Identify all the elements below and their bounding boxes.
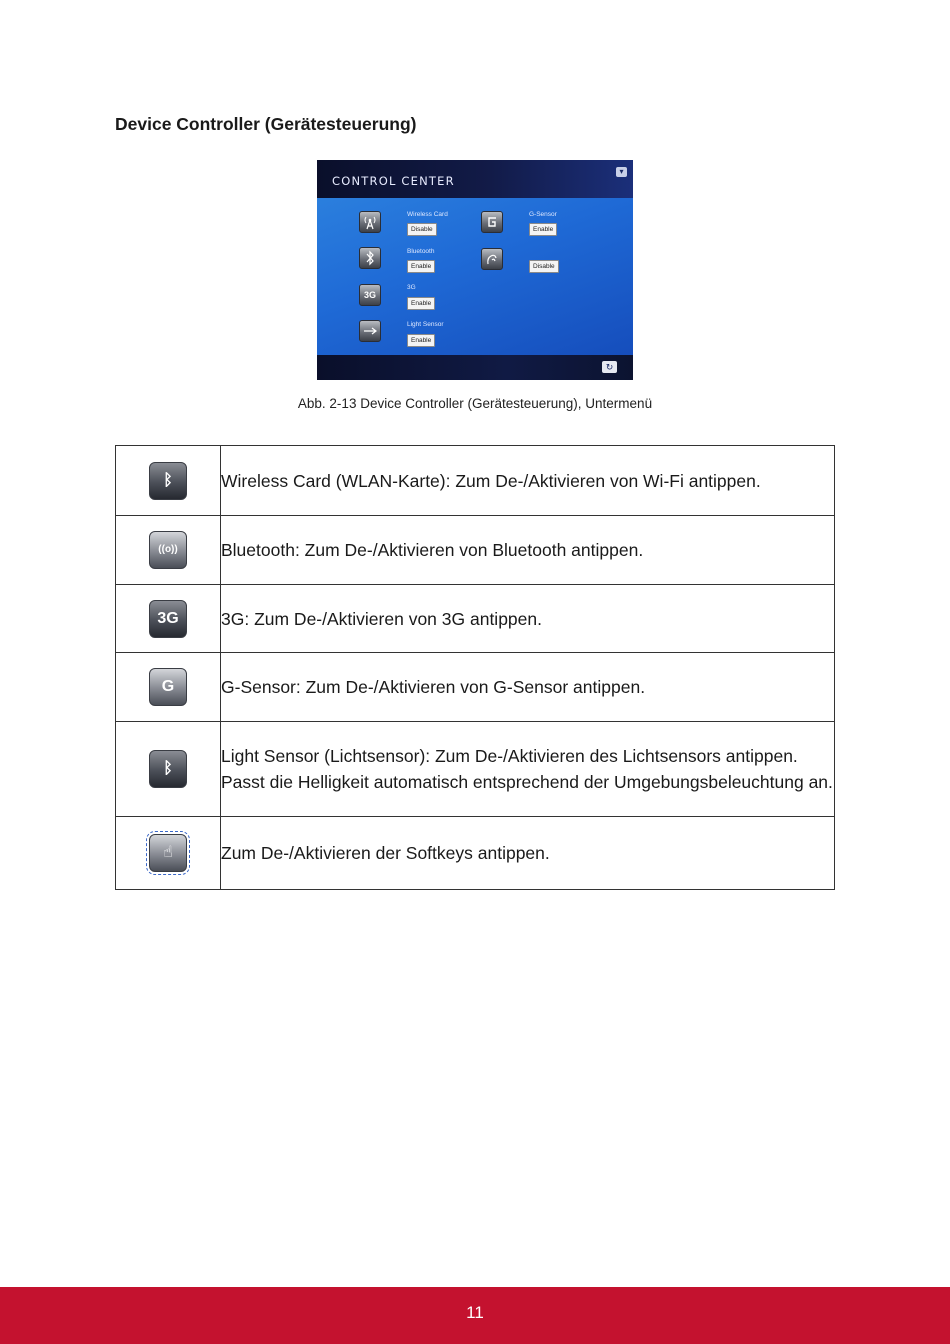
control-center-screenshot [317, 160, 633, 380]
dropdown-menu-icon[interactable]: ▾ [616, 167, 627, 177]
description-cell: Bluetooth: Zum De-/Aktivieren von Bluetooth antippen. [221, 516, 835, 585]
softkey-toggle-button[interactable]: Disable [529, 260, 559, 273]
description-cell: G-Sensor: Zum De-/Aktivieren von G-Sensor antippen. [221, 653, 835, 722]
bluetooth-toggle-button[interactable]: Enable [407, 260, 435, 273]
table-row [116, 516, 835, 585]
description-cell: Light Sensor (Lichtsensor): Zum De-/Aktivieren des Lichtsensors antippen. Passt die Helligkeit automatisch entsprechend der Umgebungsbeleuchtung an. [221, 722, 835, 817]
wireless-card-label: Wireless Card [407, 211, 448, 218]
icon-cell [116, 585, 221, 653]
icon-cell [116, 516, 221, 585]
table-row [116, 653, 835, 722]
description-cell: Wireless Card (WLAN-Karte): Zum De-/Aktivieren von Wi-Fi antippen. [221, 446, 835, 516]
control-center-header [317, 160, 633, 198]
control-center-footer [317, 355, 633, 380]
wifi-antenna-icon[interactable] [359, 211, 381, 233]
3g-label: 3G [407, 284, 416, 291]
icon-cell [116, 653, 221, 722]
description-cell: 3G: Zum De-/Aktivieren von 3G antippen. [221, 585, 835, 653]
refresh-icon[interactable]: ↻ [602, 361, 617, 373]
3g-icon[interactable]: 3G [359, 284, 381, 306]
table-row [116, 722, 835, 817]
figure-caption: Abb. 2-13 Device Controller (Gerätesteuerung), Untermenü [297, 396, 653, 411]
g-sensor-label: G-Sensor [529, 211, 557, 218]
light-sensor-toggle-button[interactable]: Enable [407, 334, 435, 347]
page-footer-bar [0, 1287, 950, 1344]
3g-icon: 3G [149, 600, 187, 638]
bluetooth-label: Bluetooth [407, 248, 435, 255]
3g-toggle-button[interactable]: Enable [407, 297, 435, 310]
description-cell: Zum De-/Aktivieren der Softkeys antippen. [221, 817, 835, 890]
light-sensor-icon[interactable] [359, 320, 381, 342]
g-sensor-icon: G [149, 668, 187, 706]
softkey-hand-icon: ☝ [149, 834, 187, 872]
g-sensor-toggle-button[interactable]: Enable [529, 223, 557, 236]
icon-cell [116, 446, 221, 516]
table-row [116, 585, 835, 653]
control-center-title: CONTROL CENTER [332, 174, 455, 188]
section-heading: Device Controller (Gerätesteuerung) [115, 114, 417, 134]
table-row [116, 446, 835, 516]
bluetooth-icon: ᛒ [149, 750, 187, 788]
page-number: 11 [466, 1303, 484, 1322]
softkey-hand-icon[interactable] [481, 248, 503, 270]
bluetooth-icon: ᛒ [149, 462, 187, 500]
icon-cell [116, 722, 221, 817]
bluetooth-icon[interactable] [359, 247, 381, 269]
feature-description-table [115, 445, 835, 890]
icon-cell [116, 817, 221, 890]
wifi-antenna-icon: ((o)) [149, 531, 187, 569]
table-row [116, 817, 835, 890]
light-sensor-label: Light Sensor [407, 321, 444, 328]
g-sensor-icon[interactable] [481, 211, 503, 233]
wireless-card-toggle-button[interactable]: Disable [407, 223, 437, 236]
